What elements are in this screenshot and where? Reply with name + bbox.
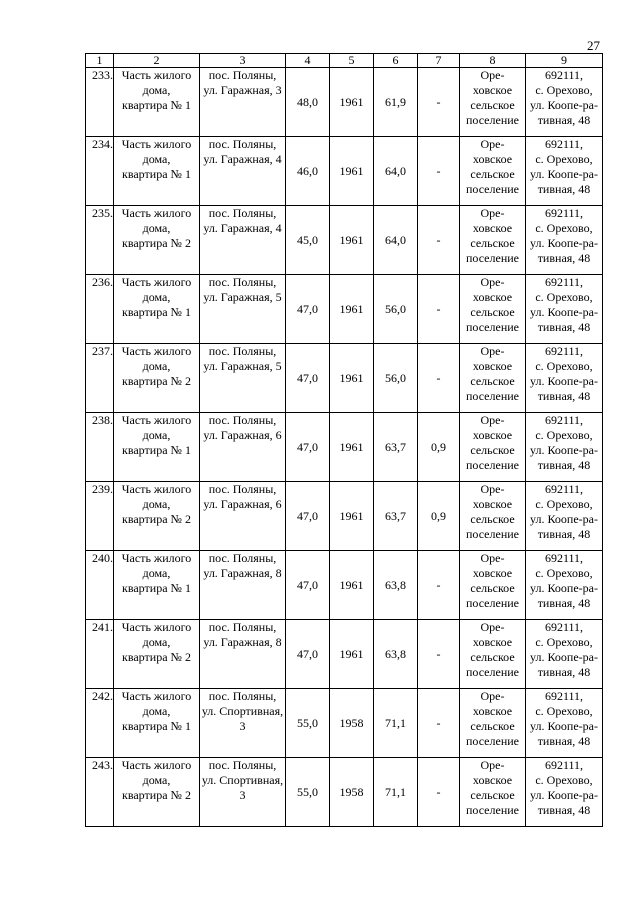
column-header: 6 [374, 54, 418, 68]
extra-value-cell: - [418, 620, 460, 689]
owner-address-cell: 692111, с. Орехово, ул. Коопе-ра- тивная, 48 [526, 137, 603, 206]
table-row [86, 344, 603, 413]
address-cell: пос. Поляны, ул. Гаражная, 6 [200, 482, 286, 551]
owner-address-cell: 692111, с. Орехово, ул. Коопе-ра- тивная, 48 [526, 344, 603, 413]
wear-cell: 71,1 [374, 689, 418, 758]
column-number-row [86, 54, 603, 68]
settlement-cell: Оре- ховское сельское поселение [460, 758, 526, 827]
area-cell: 47,0 [286, 482, 330, 551]
area-cell: 47,0 [286, 275, 330, 344]
owner-address-cell: 692111, с. Орехово, ул. Коопе-ра- тивная, 48 [526, 551, 603, 620]
property-register-table [85, 53, 603, 827]
row-number: 236. [86, 275, 114, 344]
column-header: 3 [200, 54, 286, 68]
settlement-cell: Оре- ховское сельское поселение [460, 275, 526, 344]
row-number: 235. [86, 206, 114, 275]
settlement-cell: Оре- ховское сельское поселение [460, 551, 526, 620]
table-row [86, 482, 603, 551]
wear-cell: 63,8 [374, 620, 418, 689]
settlement-cell: Оре- ховское сельское поселение [460, 206, 526, 275]
settlement-cell: Оре- ховское сельское поселение [460, 413, 526, 482]
wear-cell: 64,0 [374, 137, 418, 206]
year-cell: 1961 [330, 551, 374, 620]
extra-value-cell: - [418, 206, 460, 275]
owner-address-cell: 692111, с. Орехово, ул. Коопе-ра- тивная, 48 [526, 620, 603, 689]
table-row [86, 275, 603, 344]
page-number: 27 [587, 38, 600, 53]
year-cell: 1961 [330, 482, 374, 551]
year-cell: 1961 [330, 344, 374, 413]
row-number: 239. [86, 482, 114, 551]
area-cell: 47,0 [286, 413, 330, 482]
wear-cell: 56,0 [374, 275, 418, 344]
object-name-cell: Часть жилого дома, квартира № 2 [114, 620, 200, 689]
row-number: 234. [86, 137, 114, 206]
year-cell: 1961 [330, 275, 374, 344]
extra-value-cell: - [418, 758, 460, 827]
year-cell: 1961 [330, 413, 374, 482]
extra-value-cell: - [418, 689, 460, 758]
wear-cell: 63,7 [374, 413, 418, 482]
extra-value-cell: - [418, 137, 460, 206]
wear-cell: 61,9 [374, 68, 418, 137]
owner-address-cell: 692111, с. Орехово, ул. Коопе-ра- тивная, 48 [526, 206, 603, 275]
column-header: 9 [526, 54, 603, 68]
year-cell: 1961 [330, 68, 374, 137]
address-cell: пос. Поляны, ул. Гаражная, 4 [200, 206, 286, 275]
year-cell: 1961 [330, 620, 374, 689]
owner-address-cell: 692111, с. Орехово, ул. Коопе-ра- тивная, 48 [526, 758, 603, 827]
column-header: 2 [114, 54, 200, 68]
column-header: 5 [330, 54, 374, 68]
settlement-cell: Оре- ховское сельское поселение [460, 620, 526, 689]
address-cell: пос. Поляны, ул. Спортивная, 3 [200, 689, 286, 758]
table-body [86, 68, 603, 827]
row-number: 238. [86, 413, 114, 482]
object-name-cell: Часть жилого дома, квартира № 2 [114, 758, 200, 827]
settlement-cell: Оре- ховское сельское поселение [460, 482, 526, 551]
area-cell: 47,0 [286, 551, 330, 620]
settlement-cell: Оре- ховское сельское поселение [460, 689, 526, 758]
column-header: 7 [418, 54, 460, 68]
row-number: 243. [86, 758, 114, 827]
row-number: 237. [86, 344, 114, 413]
column-header: 4 [286, 54, 330, 68]
address-cell: пос. Поляны, ул. Гаражная, 8 [200, 551, 286, 620]
owner-address-cell: 692111, с. Орехово, ул. Коопе-ра- тивная, 48 [526, 275, 603, 344]
wear-cell: 63,7 [374, 482, 418, 551]
extra-value-cell: - [418, 344, 460, 413]
object-name-cell: Часть жилого дома, квартира № 1 [114, 275, 200, 344]
area-cell: 47,0 [286, 344, 330, 413]
area-cell: 46,0 [286, 137, 330, 206]
year-cell: 1961 [330, 137, 374, 206]
object-name-cell: Часть жилого дома, квартира № 1 [114, 137, 200, 206]
year-cell: 1958 [330, 758, 374, 827]
address-cell: пос. Поляны, ул. Гаражная, 3 [200, 68, 286, 137]
settlement-cell: Оре- ховское сельское поселение [460, 344, 526, 413]
area-cell: 55,0 [286, 689, 330, 758]
wear-cell: 71,1 [374, 758, 418, 827]
table-row [86, 758, 603, 827]
object-name-cell: Часть жилого дома, квартира № 1 [114, 689, 200, 758]
year-cell: 1958 [330, 689, 374, 758]
object-name-cell: Часть жилого дома, квартира № 1 [114, 551, 200, 620]
object-name-cell: Часть жилого дома, квартира № 2 [114, 482, 200, 551]
object-name-cell: Часть жилого дома, квартира № 2 [114, 344, 200, 413]
address-cell: пос. Поляны, ул. Гаражная, 5 [200, 275, 286, 344]
table-row [86, 689, 603, 758]
row-number: 241. [86, 620, 114, 689]
table-row [86, 206, 603, 275]
year-cell: 1961 [330, 206, 374, 275]
object-name-cell: Часть жилого дома, квартира № 2 [114, 206, 200, 275]
extra-value-cell: - [418, 68, 460, 137]
owner-address-cell: 692111, с. Орехово, ул. Коопе-ра- тивная, 48 [526, 482, 603, 551]
wear-cell: 56,0 [374, 344, 418, 413]
extra-value-cell: - [418, 551, 460, 620]
address-cell: пос. Поляны, ул. Гаражная, 5 [200, 344, 286, 413]
address-cell: пос. Поляны, ул. Спортивная, 3 [200, 758, 286, 827]
object-name-cell: Часть жилого дома, квартира № 1 [114, 68, 200, 137]
area-cell: 55,0 [286, 758, 330, 827]
row-number: 233. [86, 68, 114, 137]
column-header: 8 [460, 54, 526, 68]
object-name-cell: Часть жилого дома, квартира № 1 [114, 413, 200, 482]
table-row [86, 551, 603, 620]
owner-address-cell: 692111, с. Орехово, ул. Коопе-ра- тивная, 48 [526, 689, 603, 758]
row-number: 240. [86, 551, 114, 620]
extra-value-cell: - [418, 275, 460, 344]
extra-value-cell: 0,9 [418, 413, 460, 482]
address-cell: пос. Поляны, ул. Гаражная, 8 [200, 620, 286, 689]
area-cell: 48,0 [286, 68, 330, 137]
column-header: 1 [86, 54, 114, 68]
table-row [86, 137, 603, 206]
wear-cell: 63,8 [374, 551, 418, 620]
area-cell: 47,0 [286, 620, 330, 689]
owner-address-cell: 692111, с. Орехово, ул. Коопе-ра- тивная, 48 [526, 413, 603, 482]
settlement-cell: Оре- ховское сельское поселение [460, 137, 526, 206]
extra-value-cell: 0,9 [418, 482, 460, 551]
address-cell: пос. Поляны, ул. Гаражная, 6 [200, 413, 286, 482]
wear-cell: 64,0 [374, 206, 418, 275]
owner-address-cell: 692111, с. Орехово, ул. Коопе-ра- тивная, 48 [526, 68, 603, 137]
address-cell: пос. Поляны, ул. Гаражная, 4 [200, 137, 286, 206]
settlement-cell: Оре- ховское сельское поселение [460, 68, 526, 137]
table-row [86, 620, 603, 689]
area-cell: 45,0 [286, 206, 330, 275]
table-row [86, 68, 603, 137]
table-row [86, 413, 603, 482]
row-number: 242. [86, 689, 114, 758]
